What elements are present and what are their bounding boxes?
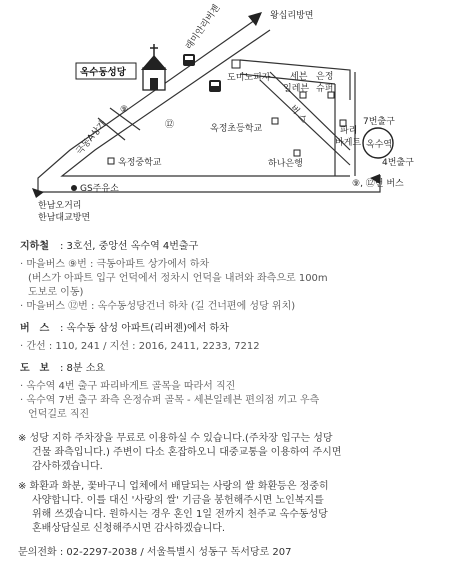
building-midschool [108, 158, 114, 164]
label-exit4: 4번출구 [382, 158, 414, 168]
label-hana: 하나은행 [268, 159, 303, 169]
building-hana [294, 150, 300, 156]
subway-text: : 3호선, 중앙선 옥수역 4번출구 [60, 241, 199, 252]
label-bus-route: ⑨, ⑫번 버스 [352, 179, 404, 189]
label-shopping: 극동A상가 [74, 119, 109, 157]
label-gs: GS주유소 [80, 184, 119, 194]
location-map [0, 0, 458, 240]
bus-icon-2 [209, 80, 221, 92]
bus9-marker: ⑨ [120, 105, 129, 115]
church-icon [141, 44, 167, 90]
label-remian: 래미안리버젠 [184, 3, 223, 52]
main-road [38, 20, 380, 192]
bus-heading: 버 스 [20, 323, 50, 334]
note-flowers-3: 위해 쓰겠습니다. 원하시는 경우 혼인 1일 전까지 천주교 옥수동성당 [32, 509, 328, 520]
label-hannam1: 한남오거리 [38, 201, 82, 211]
label-okjeong-elem: 옥정초등학교 [210, 124, 263, 134]
label-eunjeong2: 슈퍼 [316, 84, 334, 94]
bus12-marker: ⑫ [165, 120, 175, 130]
walk-heading: 도 보 [20, 363, 50, 374]
subway-line-4: · 마을버스 ⑫번 : 옥수동성당건너 하차 (길 건너편에 성당 위치) [20, 301, 296, 312]
building-school [272, 118, 278, 124]
walk-line-1: · 옥수역 4번 출구 파리바게트 골목을 따라서 직진 [20, 381, 236, 392]
note-parking-1: ※ 성당 지하 주차장을 무료로 이용하실 수 있습니다.(주차장 입구는 성당 [18, 433, 333, 444]
church-label: 옥수동성당 [80, 67, 126, 78]
label-paris2: 바게트 [335, 138, 362, 148]
label-sebon2: 일레븐 [283, 84, 310, 94]
building-domino [232, 60, 240, 68]
note-flowers-1: ※ 화환과 화분, 꽃바구니 업체에서 배달되는 사랑의 쌀 화환등은 정중히 [18, 481, 329, 492]
label-hannam2: 한남대교방면 [38, 213, 91, 223]
note-parking-2: 건물 좌측입니다.) 주변이 다소 혼잡하오니 대중교통을 이용하여 주시면 [32, 447, 342, 458]
bus-text: : 옥수동 삼성 아파트(리버젠)에서 하차 [60, 323, 229, 334]
walk-line-3: 언덕길로 직진 [28, 409, 90, 420]
gas-station-icon [71, 185, 77, 191]
label-okjeong-mid: 옥정중학교 [118, 158, 162, 168]
note-flowers-4: 혼배상담실로 신청해주시면 감사하겠습니다. [32, 523, 226, 534]
label-eunjeong1: 은정 [316, 72, 334, 82]
walk-line-2: · 옥수역 7번 출구 좌측 은정슈퍼 골목 - 세븐일레븐 편의점 끼고 우측 [20, 395, 320, 406]
walk-text: : 8분 소요 [60, 363, 106, 374]
bus-icon [183, 54, 195, 66]
contact-line: 문의전화 : 02-2297-2038 / 서울특별시 성동구 독서당로 207 [18, 547, 292, 558]
note-parking-3: 감사하겠습니다. [32, 461, 103, 472]
label-paris1: 파리 [340, 126, 358, 136]
subway-heading: 지하철 [20, 241, 49, 252]
label-domino: 도미노피자 [227, 73, 271, 83]
label-exit7: 7번출구 [363, 117, 395, 127]
label-bus-road: 버 스 [287, 103, 309, 126]
label-wangsimni: 왕십리방면 [270, 11, 314, 21]
subway-line-2: (버스가 아파트 입구 언덕에서 정차시 언덕을 내려와 좌측으로 100m [28, 273, 328, 284]
label-okstation: 옥수역 [366, 140, 393, 150]
subway-line-1: · 마을버스 ⑨번 : 극동아파트 상가에서 하차 [20, 259, 210, 270]
note-flowers-2: 사양합니다. 이를 대신 '사랑의 쌀' 기금을 봉헌해주시면 노인복지를 [32, 495, 324, 506]
subway-line-3: 도보로 이동) [28, 287, 84, 298]
bus-line-1: · 간선 : 110, 241 / 지선 : 2016, 2411, 2233, 7212 [20, 341, 260, 352]
label-sebon1: 세븐 [290, 72, 308, 82]
